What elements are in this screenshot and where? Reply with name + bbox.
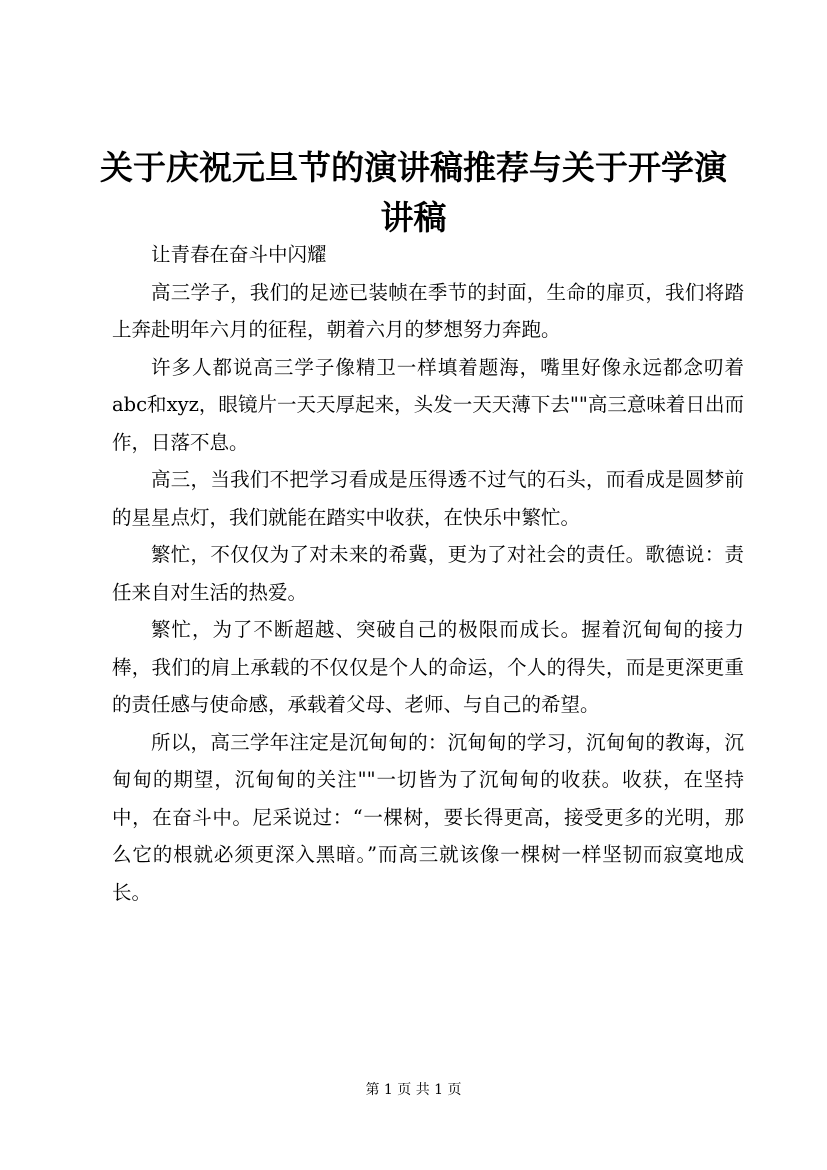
paragraph-subtitle: 让青春在奋斗中闪耀 xyxy=(151,243,327,266)
paragraph: 繁忙，为了不断超越、突破自己的极限而成长。握着沉甸甸的接力棒，我们的肩上承载的不仅仅是个人的命运，个人的得失，而是更深更重的责任感与使命感，承载着父母、老师、与自己的希望。 xyxy=(112,618,744,716)
paragraph: 所以，高三学年注定是沉甸甸的：沉甸甸的学习，沉甸甸的教诲，沉甸甸的期望，沉甸甸的关注""一切皆为了沉甸甸的收获。收获，在坚持中，在奋斗中。尼采说过：“一棵树，要长得更高，接受更多的光明，那么它的根就必须更深入黑暗。”而高三就该像一棵树一样坚韧而寂寞地成长。 xyxy=(112,730,744,904)
document-title: 关于庆祝元旦节的演讲稿推荐与关于开学演讲稿 xyxy=(100,148,727,237)
paragraph: 高三学子，我们的足迹已装帧在季节的封面，生命的扉页，我们将踏上奔赴明年六月的征程，朝着六月的梦想努力奔跑。 xyxy=(112,280,744,341)
paragraph: 许多人都说高三学子像精卫一样填着题海，嘴里好像永远都念叨着abc和xyz，眼镜片一天天厚起来，头发一天天薄下去""高三意味着日出而作，日落不息。 xyxy=(112,355,744,454)
paragraph: 繁忙，不仅仅为了对未来的希冀，更为了对社会的责任。歌德说：责任来自对生活的热爱。 xyxy=(112,543,744,604)
paragraph: 高三，当我们不把学习看成是压得透不过气的石头，而看成是圆梦前的星星点灯，我们就能在踏实中收获，在快乐中繁忙。 xyxy=(112,468,744,529)
page-number-footer: 第 1 页 共 1 页 xyxy=(365,1082,462,1098)
document-body xyxy=(112,236,744,911)
